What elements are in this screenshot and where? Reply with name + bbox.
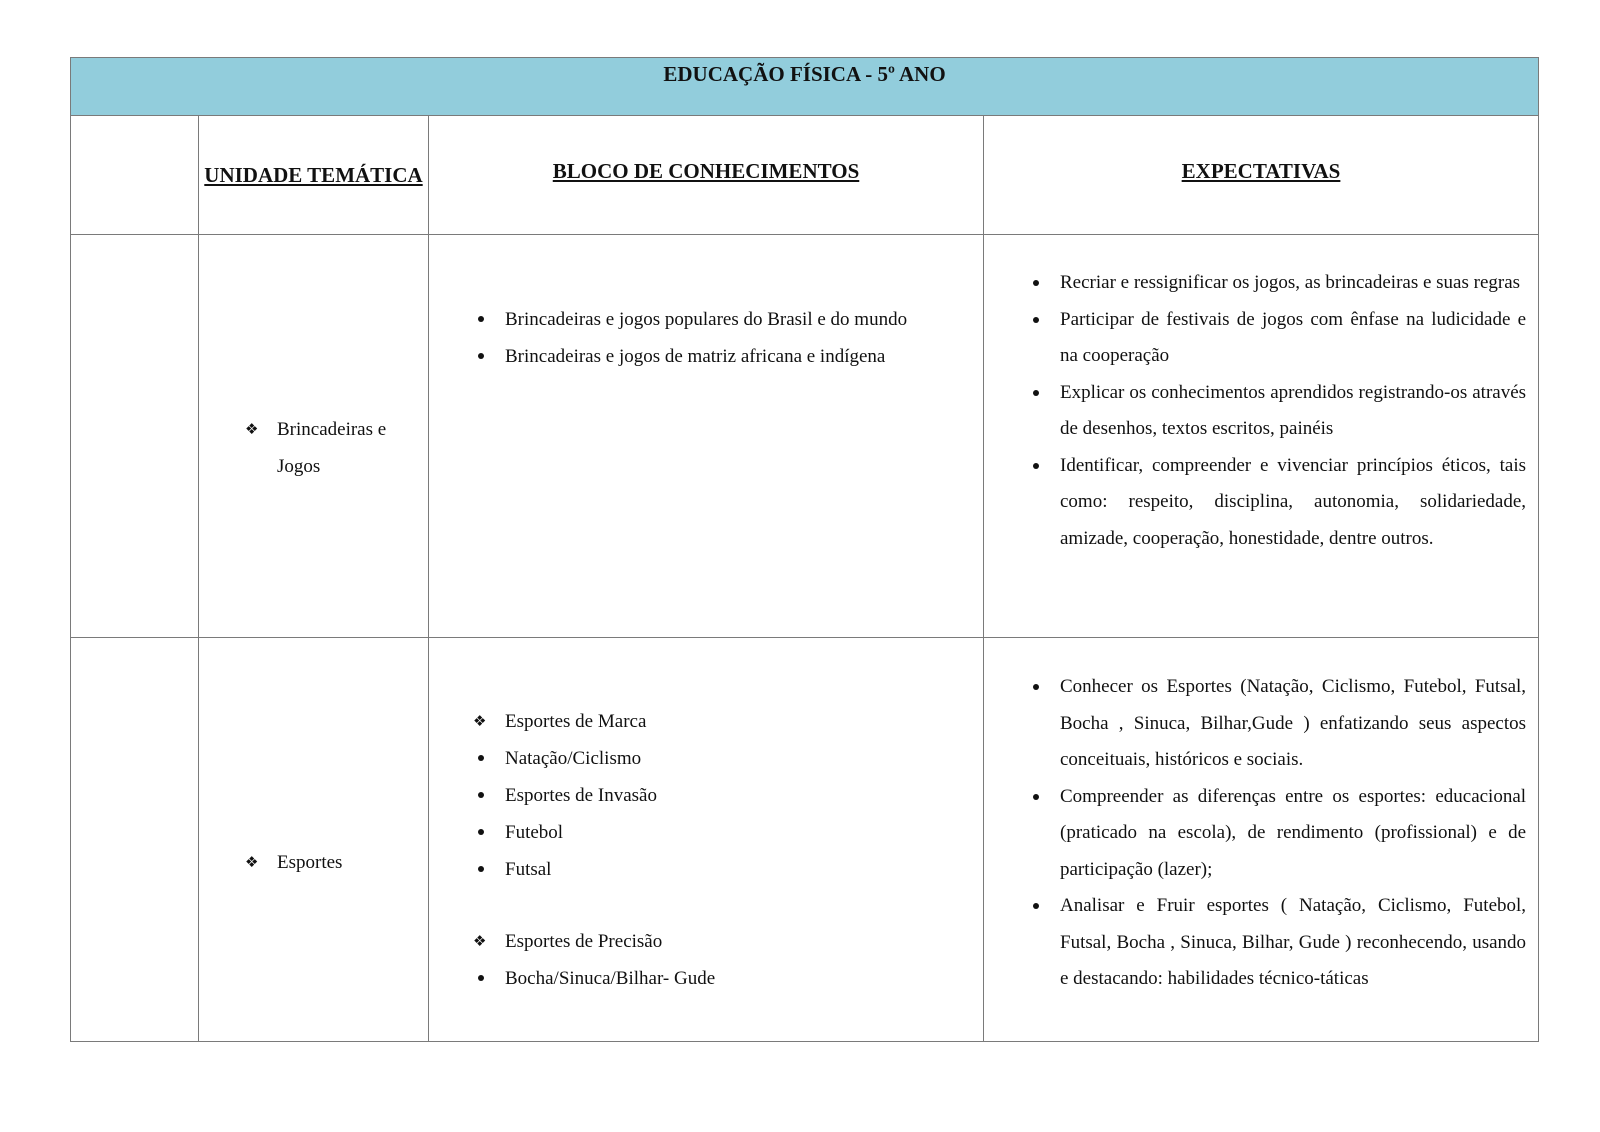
table-title: EDUCAÇÃO FÍSICA - 5º ANO [663, 62, 946, 86]
header-unidade: UNIDADE TEMÁTICA [204, 162, 423, 187]
curriculum-table [70, 57, 1539, 1042]
list-item: ❖ Esportes de Marca [471, 703, 963, 740]
list-item: Futsal [471, 851, 963, 888]
list-item: Futebol [471, 814, 963, 851]
expectativas-cell [984, 638, 1539, 1042]
header-bloco: BLOCO DE CONHECIMENTOS [552, 159, 860, 183]
header-unidade-cell [199, 116, 429, 235]
list-item: Natação/Ciclismo [471, 740, 963, 777]
bloco-cell [429, 235, 984, 638]
unidade-label: Brincadeiras e Jogos [277, 419, 387, 477]
table-row [71, 638, 1539, 1042]
list-item: Brincadeiras e jogos populares do Brasil e do mundo [471, 301, 963, 338]
row-empty-cell [71, 235, 199, 638]
list-item [243, 844, 406, 881]
unidade-cell [199, 638, 429, 1042]
list-item [243, 411, 406, 485]
list-item: Analisar e Fruir esportes ( Natação, Ciclismo, Futebol, Futsal, Bocha , Sinuca, Bilhar, Gude ) reconhecendo, usando e destacando: habilidades técnico-táticas [1026, 888, 1526, 998]
list-item: Compreender as diferenças entre os esportes: educacional (praticado na escola), de rendimento (profissional) e de participação (lazer); [1026, 779, 1526, 889]
unidade-cell [199, 235, 429, 638]
header-empty-cell [71, 116, 199, 235]
list-item: Bocha/Sinuca/Bilhar- Gude [471, 960, 963, 997]
unidade-label: Esportes [277, 852, 343, 873]
header-expectativas: EXPECTATIVAS [1181, 159, 1341, 183]
list-item: Identificar, compreender e vivenciar princípios éticos, tais como: respeito, disciplina, autonomia, solidariedade, amizade, cooperação, honestidade, dentre outros. [1026, 448, 1526, 558]
list-item: Recriar e ressignificar os jogos, as brincadeiras e suas regras [1026, 265, 1526, 302]
list-item: Participar de festivais de jogos com ênfase na ludicidade e na cooperação [1026, 302, 1526, 375]
table-row [71, 235, 1539, 638]
table-title-cell [71, 58, 1539, 116]
list-item: Conhecer os Esportes (Natação, Ciclismo, Futebol, Futsal, Bocha , Sinuca, Bilhar,Gude ) enfatizando seus aspectos conceituais, históricos e sociais. [1026, 669, 1526, 779]
header-expectativas-cell [984, 116, 1539, 235]
list-item: Brincadeiras e jogos de matriz africana e indígena [471, 338, 963, 375]
list-item: ❖ Esportes de Precisão [471, 923, 963, 960]
header-bloco-cell [429, 116, 984, 235]
expectativas-cell [984, 235, 1539, 638]
row-empty-cell [71, 638, 199, 1042]
list-item: Explicar os conhecimentos aprendidos registrando-os através de desenhos, textos escritos, painéis [1026, 375, 1526, 448]
bloco-cell [429, 638, 984, 1042]
list-item: Esportes de Invasão [471, 777, 963, 814]
